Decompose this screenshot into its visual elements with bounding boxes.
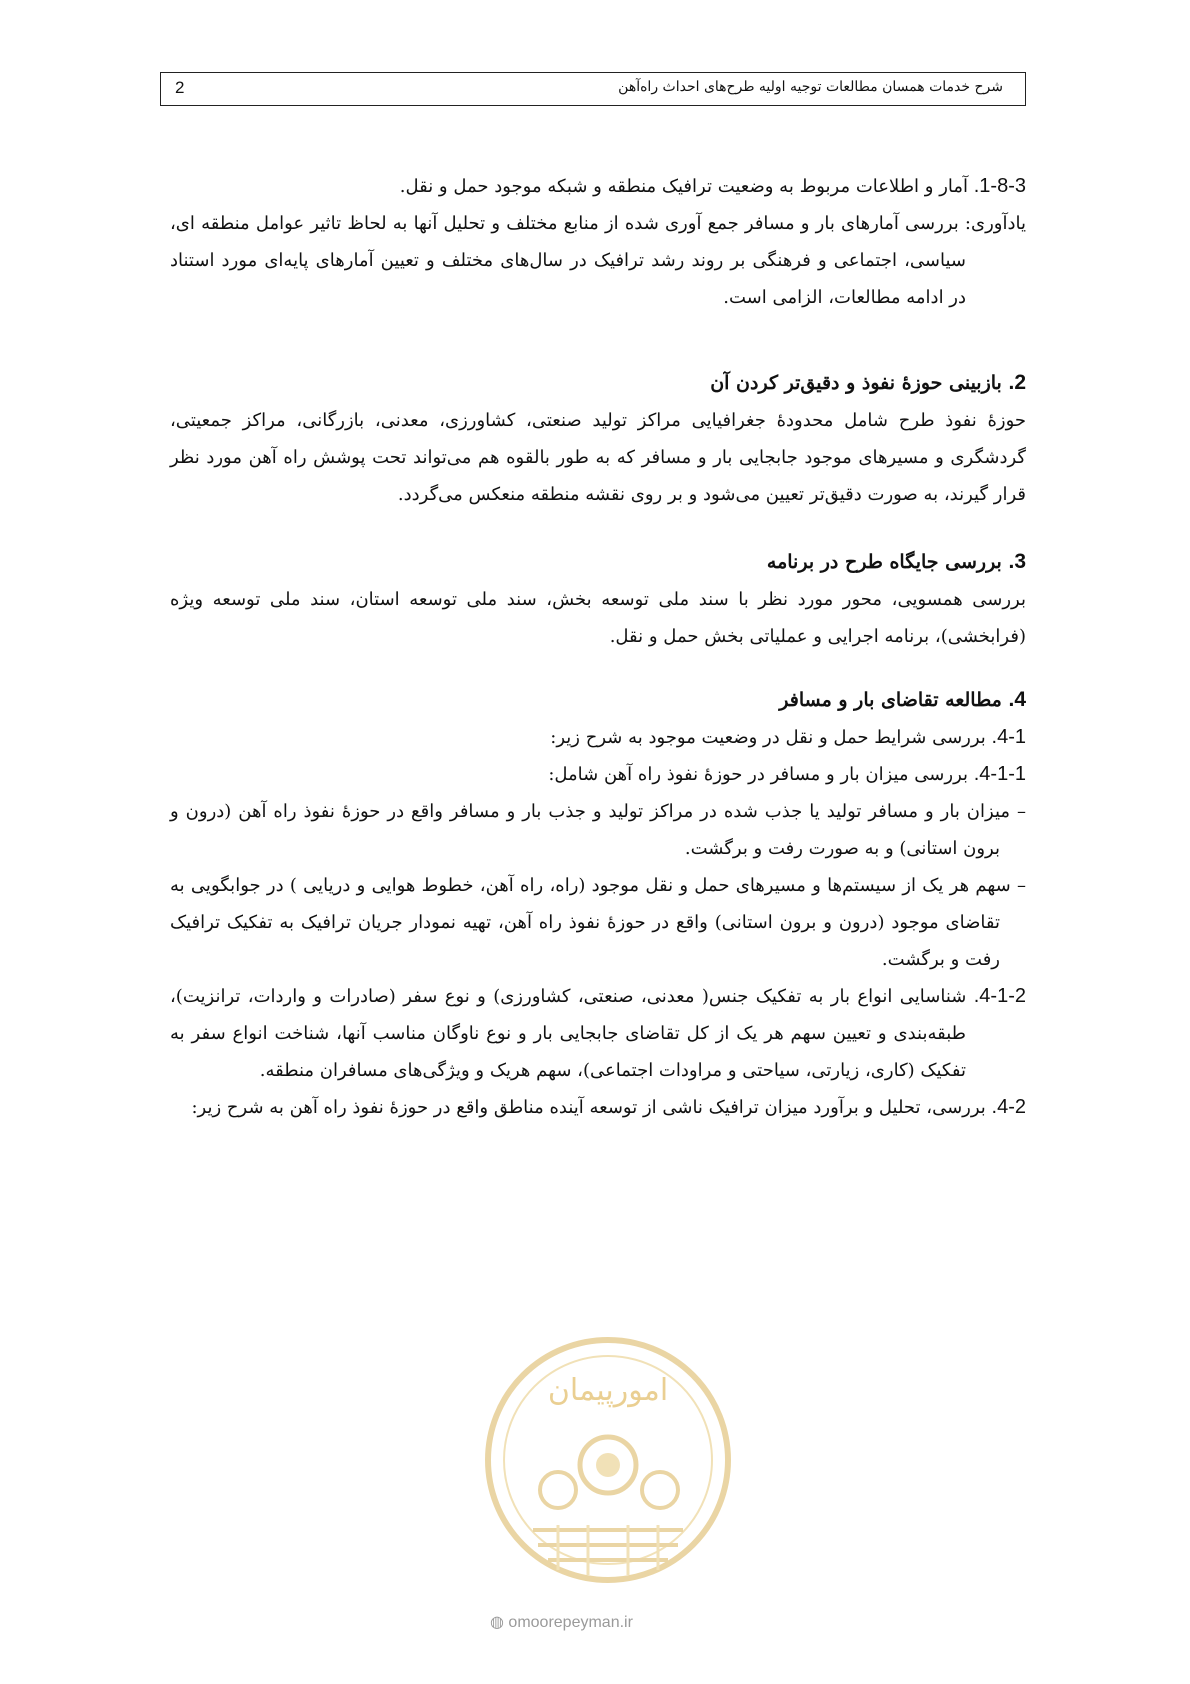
- item-4-1-1: 4-1-1. بررسی میزان بار و مسافر در حوزهٔ نفوذ راه آهن شامل:: [548, 763, 1026, 785]
- section-3-heading: 3. بررسی جایگاه طرح در برنامه: [766, 550, 1026, 573]
- dash-item-1: – میزان بار و مسافر تولید یا جذب شده در مراکز تولید و جذب بار و مسافر واقع در حوزهٔ نفوذ راه آهن (درون و برون استانی) و به صورت رفت و برگشت.: [170, 801, 1026, 859]
- section-3-body: بررسی همسویی، محور مورد نظر با سند ملی توسعه بخش، سند ملی توسعه استان، سند ملی توسعه ویژه (فرابخشی)، برنامه اجرایی و عملیاتی بخش حمل و نقل.: [170, 589, 1026, 647]
- reminder-note: یادآوری: بررسی آمارهای بار و مسافر جمع آوری شده از منابع مختلف و تحلیل آنها به لحاظ تاثیر عوامل منطقه ای، سیاسی، اجتماعی و فرهنگی بر روند رشد ترافیک در سال‌های مختلف و تعیین آمارهای پایه‌ای مورد استناد در ادامه مطالعات، الزامی است.: [170, 213, 1026, 308]
- globe-icon: ◍: [490, 1614, 504, 1631]
- item-4-1: 4-1. بررسی شرایط حمل و نقل در وضعیت موجود به شرح زیر:: [550, 726, 1026, 748]
- watermark-site: ◍ omoorepeyman.ir: [490, 1614, 633, 1631]
- section-4-heading: 4. مطالعه تقاضای بار و مسافر: [779, 688, 1026, 711]
- item-4-2: 4-2. بررسی، تحلیل و برآورد میزان ترافیک ناشی از توسعه آینده مناطق واقع در حوزهٔ نفوذ راه آهن به شرح زیر:: [191, 1096, 1026, 1118]
- header-title: شرح خدمات همسان مطالعات توجیه اولیه طرح‌های احداث راه‌آهن: [618, 79, 1003, 95]
- page-header: [160, 72, 1026, 106]
- dash-item-2: – سهم هر یک از سیستم‌ها و مسیرهای حمل و نقل موجود (راه، راه آهن، خطوط هوایی و دریایی ) در جوابگویی به تقاضای موجود (درون و برون استانی) واقع در حوزهٔ نفوذ راه آهن، تهیه نمودار جریان ترافیک به تفکیک ترافیک رفت و برگشت.: [170, 875, 1026, 970]
- item-4-1-2: 4-1-2. شناسایی انواع بار به تفکیک جنس( معدنی، صنعتی، کشاورزی) و نوع سفر (صادرات و واردات، ترانزیت)، طبقه‌بندی و تعیین سهم هر یک از کل تقاضای جابجایی بار و نوع ناوگان مناسب آنها، شناخت انواع سفر به تفکیک (کاری، زیارتی، سیاحتی و مراودات اجتماعی)، سهم هریک و ویژگی‌های مسافران منطقه.: [170, 985, 1026, 1081]
- watermark-logo-icon: [478, 1330, 738, 1590]
- item-1-8-3: 1-8-3. آمار و اطلاعات مربوط به وضعیت ترافیک منطقه و شبکه موجود حمل و نقل.: [399, 175, 1026, 197]
- section-2-heading: 2. بازبینی حوزهٔ نفوذ و دقیق‌تر کردن آن: [710, 371, 1026, 394]
- watermark-logo-text: امورپیمان: [547, 1373, 669, 1408]
- section-2-body: حوزهٔ نفوذ طرح شامل محدودهٔ جغرافیایی مراکز تولید صنعتی، کشاورزی، معدنی، بازرگانی، مراکز جمعیتی، گردشگری و مسیرهای موجود جابجایی بار و مسافر که به طور بالقوه هم می‌تواند تحت پوشش راه آهن مورد نظر قرار گیرند، به صورت دقیق‌تر تعیین می‌شود و بر روی نقشه منطقه منعکس می‌گردد.: [170, 410, 1026, 505]
- document-body: [170, 168, 1026, 1126]
- page-number: 2: [175, 78, 185, 97]
